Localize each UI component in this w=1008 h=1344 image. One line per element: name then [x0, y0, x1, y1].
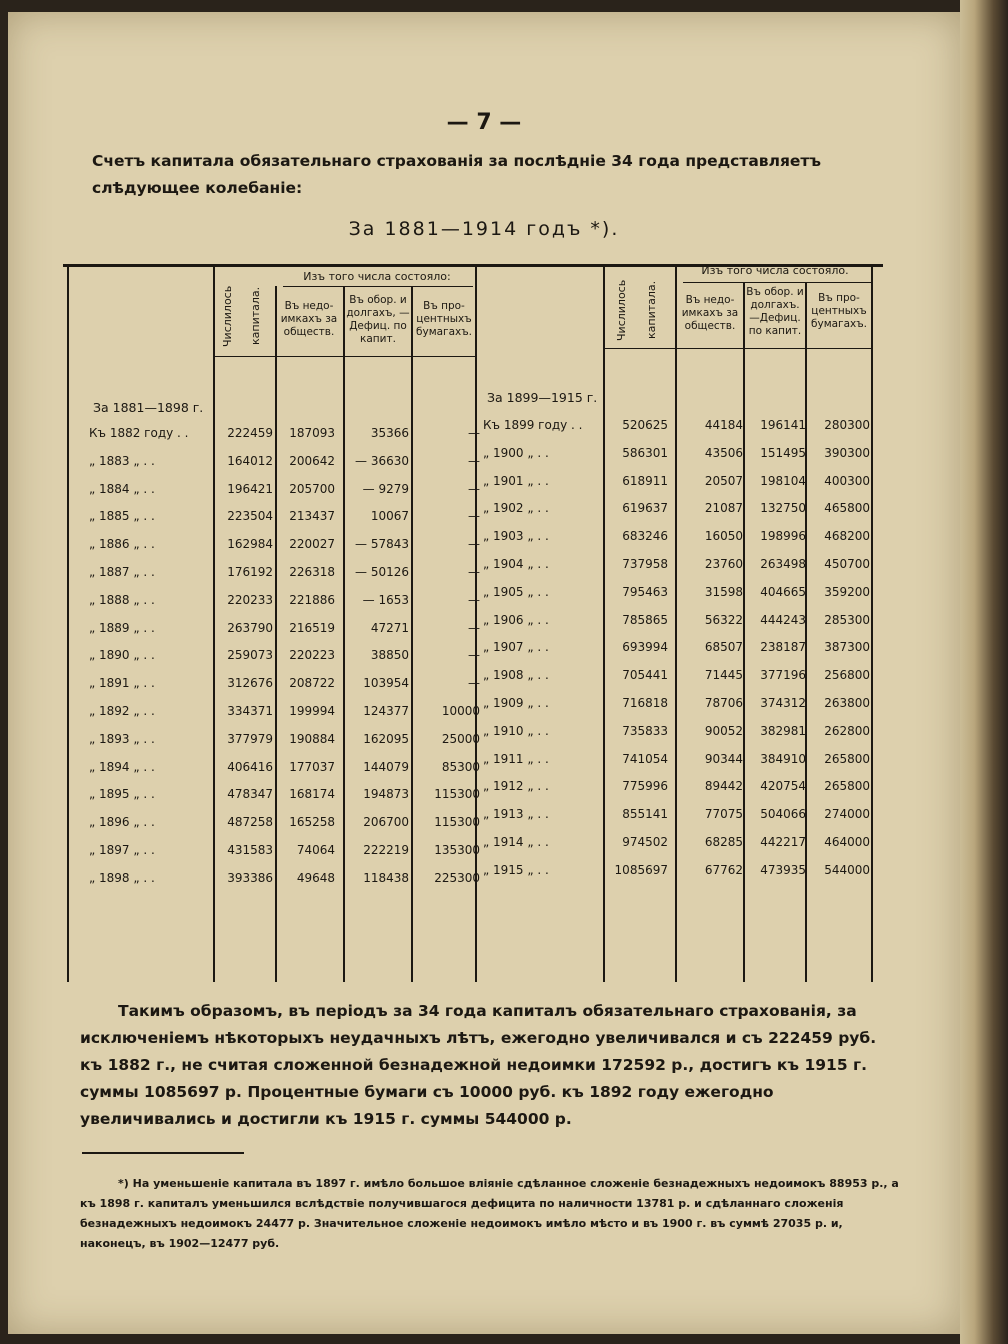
- left-numbered-cell: 263790: [227, 620, 273, 635]
- right-securities-cell: 256800: [824, 668, 870, 683]
- page-number: — 7 —: [446, 110, 522, 135]
- capital-table: [63, 264, 883, 982]
- right-securities-cell: 400300: [824, 473, 870, 488]
- right-numbered-cell: 705441: [622, 668, 668, 683]
- right-securities-cell: 285300: [824, 612, 870, 627]
- document-page: [8, 12, 960, 1334]
- footnote-rule: [82, 1152, 244, 1154]
- table-title: За 1881—1914 годъ *).: [348, 218, 620, 240]
- left-year-cell: „ 1893 „ . .: [89, 731, 155, 746]
- right-section-label: За 1899—1915 г.: [487, 390, 598, 405]
- left-securities-cell: 25000: [441, 731, 480, 746]
- right-securities-cell: 465800: [824, 501, 870, 516]
- left-arrears-cell: 221886: [289, 592, 335, 607]
- left-numbered-cell: 220233: [227, 592, 273, 607]
- right-numbered-cell: 735833: [622, 723, 668, 738]
- right-loans-cell: 374312: [760, 696, 806, 710]
- right-numbered-cell: 775996: [622, 779, 668, 794]
- right-loans-cell: 473935: [760, 862, 806, 877]
- group-header-right: Изъ того числа состояло.: [701, 264, 849, 277]
- left-loans-cell: 38850: [370, 648, 409, 663]
- left-numbered-cell: 176192: [227, 565, 273, 579]
- left-loans-cell: 194873: [363, 787, 409, 802]
- left-arrears-cell: 220027: [289, 537, 335, 552]
- right-loans-cell: 238187: [760, 640, 806, 655]
- left-numbered-cell: 164012: [227, 453, 273, 468]
- right-securities-cell: 359200: [824, 584, 870, 599]
- left-loans-cell: — 57843: [355, 537, 409, 552]
- right-loans-cell: 377196: [760, 668, 806, 683]
- table-row: [63, 862, 883, 899]
- right-securities-cell: 265800: [824, 751, 870, 766]
- right-year-cell: „ 1911 „ . .: [483, 751, 549, 766]
- left-loans-cell: 206700: [363, 815, 409, 830]
- left-securities-cell: 135300: [434, 843, 480, 857]
- right-arrears-cell: 21087: [704, 501, 743, 516]
- left-arrears-cell: 216519: [289, 620, 335, 635]
- right-securities-cell: 390300: [824, 445, 870, 460]
- left-arrears-cell: 49648: [296, 870, 335, 885]
- header-bottom-rule-right: [603, 348, 873, 349]
- left-securities-cell: —: [468, 537, 480, 552]
- right-year-cell: „ 1901 „ . .: [483, 473, 549, 488]
- right-arrears-cell: 78706: [704, 696, 743, 710]
- left-arrears-cell: 213437: [289, 509, 335, 524]
- left-arrears-cell: 199994: [289, 704, 335, 718]
- right-securities-cell: 262800: [824, 723, 870, 738]
- right-loans-cell: 504066: [760, 807, 806, 822]
- left-numbered-cell: 222459: [227, 426, 273, 440]
- right-numbered-cell: 795463: [622, 584, 668, 599]
- left-loans-cell: 35366: [370, 426, 409, 440]
- right-loans-cell: 196141: [760, 418, 806, 432]
- right-numbered-cell: 737958: [622, 557, 668, 571]
- left-numbered-cell: 377979: [227, 731, 273, 746]
- left-loans-cell: — 50126: [355, 565, 409, 579]
- right-arrears-cell: 90344: [704, 751, 743, 766]
- left-year-cell: „ 1892 „ . .: [89, 704, 155, 718]
- right-year-cell: „ 1904 „ . .: [483, 557, 549, 571]
- right-year-cell: „ 1902 „ . .: [483, 501, 549, 516]
- right-arrears-cell: 71445: [704, 668, 743, 683]
- header-securities-right: Въ про-центныхъ бумагахъ.: [811, 292, 867, 330]
- right-numbered-cell: 683246: [622, 529, 668, 544]
- left-securities-cell: —: [468, 509, 480, 524]
- right-year-cell: „ 1913 „ . .: [483, 807, 549, 822]
- right-arrears-cell: 44184: [704, 418, 743, 432]
- right-numbered-cell: 855141: [622, 807, 668, 822]
- left-year-cell: „ 1883 „ . .: [89, 453, 155, 468]
- right-securities-cell: 464000: [824, 835, 870, 849]
- left-numbered-cell: 259073: [227, 648, 273, 663]
- right-loans-cell: 263498: [760, 557, 806, 571]
- header-loans-left: Въ обор. и долгахъ, —Дефиц. по капит.: [346, 294, 410, 345]
- left-year-cell: „ 1888 „ . .: [89, 592, 155, 607]
- right-loans-cell: 132750: [760, 501, 806, 516]
- left-section-label: За 1881—1898 г.: [93, 400, 204, 415]
- right-securities-cell: 265800: [824, 779, 870, 794]
- right-arrears-cell: 68285: [704, 835, 743, 849]
- left-securities-cell: —: [468, 453, 480, 468]
- right-year-cell: „ 1909 „ . .: [483, 696, 549, 710]
- right-securities-cell: 544000: [824, 862, 870, 877]
- left-loans-cell: 118438: [363, 870, 409, 885]
- left-arrears-cell: 168174: [289, 787, 335, 802]
- left-arrears-cell: 177037: [289, 759, 335, 774]
- left-year-cell: „ 1889 „ . .: [89, 620, 155, 635]
- header-securities-left: Въ про-центныхъ бумагахъ.: [416, 300, 472, 338]
- left-year-cell: „ 1884 „ . .: [89, 481, 155, 496]
- left-loans-cell: 144079: [363, 759, 409, 774]
- left-loans-cell: 124377: [363, 704, 409, 718]
- left-year-cell: Къ 1882 году . .: [89, 426, 189, 440]
- left-loans-cell: 47271: [370, 620, 409, 635]
- right-securities-cell: 450700: [824, 557, 870, 571]
- right-securities-cell: 263800: [824, 696, 870, 710]
- right-numbered-cell: 618911: [622, 473, 668, 488]
- summary-text: Такимъ образомъ, въ періодъ за 34 года капиталъ обязательнаго страхованія, за исключеніемъ нѣкоторыхъ неудачныхъ лѣтъ, ежегодно увеличивался и съ 222459 руб. къ 1882 г., не считая сложенной безнадежной недоимки 172592 р., достигъ къ 1915 г. суммы 1085697 р. Процентные бумаги съ 10000 руб. къ 1892 году ежегодно увеличивались и достигли къ 1915 г. суммы 544000 р.: [80, 1002, 877, 1128]
- right-numbered-cell: 974502: [622, 835, 668, 849]
- left-numbered-cell: 393386: [227, 870, 273, 885]
- left-securities-cell: 10000: [441, 704, 480, 718]
- left-numbered-cell: 312676: [227, 676, 273, 691]
- group-header-left: Изъ того числа состояло:: [303, 270, 451, 283]
- left-numbered-cell: 196421: [227, 481, 273, 496]
- right-arrears-cell: 20507: [704, 473, 743, 488]
- right-securities-cell: 280300: [824, 418, 870, 432]
- right-loans-cell: 442217: [760, 835, 806, 849]
- left-arrears-cell: 74064: [296, 843, 335, 857]
- header-numbered-right: Числилось: [615, 279, 628, 341]
- left-securities-cell: —: [468, 676, 480, 691]
- left-year-cell: „ 1898 „ . .: [89, 870, 155, 885]
- right-arrears-cell: 90052: [704, 723, 743, 738]
- right-year-cell: „ 1912 „ . .: [483, 779, 549, 794]
- right-year-cell: „ 1906 „ . .: [483, 612, 549, 627]
- left-year-cell: „ 1887 „ . .: [89, 565, 155, 579]
- right-numbered-cell: 1085697: [614, 862, 668, 877]
- left-securities-cell: —: [468, 648, 480, 663]
- group-rule-left: [283, 286, 473, 287]
- header-capital-right: капитала.: [645, 280, 658, 340]
- left-year-cell: „ 1891 „ . .: [89, 676, 155, 691]
- left-arrears-cell: 226318: [289, 565, 335, 579]
- right-arrears-cell: 31598: [704, 584, 743, 599]
- left-securities-cell: —: [468, 481, 480, 496]
- summary-paragraph: [80, 998, 900, 1133]
- right-securities-cell: 274000: [824, 807, 870, 822]
- group-rule-right: [683, 282, 873, 283]
- book-spine-edge: [960, 0, 1008, 1344]
- right-year-cell: „ 1914 „ . .: [483, 835, 549, 849]
- left-numbered-cell: 406416: [227, 759, 273, 774]
- right-loans-cell: 198104: [760, 473, 806, 488]
- right-numbered-cell: 520625: [622, 418, 668, 432]
- right-year-cell: Къ 1899 году . .: [483, 418, 583, 432]
- right-arrears-cell: 67762: [704, 862, 743, 877]
- left-arrears-cell: 165258: [289, 815, 335, 830]
- right-year-cell: „ 1905 „ . .: [483, 584, 549, 599]
- left-securities-cell: —: [468, 592, 480, 607]
- right-securities-cell: 387300: [824, 640, 870, 655]
- left-loans-cell: 10067: [370, 509, 409, 524]
- header-capital: капитала.: [249, 286, 262, 346]
- left-loans-cell: — 36630: [355, 453, 409, 468]
- left-arrears-cell: 187093: [289, 426, 335, 440]
- left-numbered-cell: 478347: [227, 787, 273, 802]
- left-securities-cell: 115300: [434, 787, 480, 802]
- right-loans-cell: 420754: [760, 779, 806, 794]
- right-arrears-cell: 43506: [704, 445, 743, 460]
- left-arrears-cell: 208722: [289, 676, 335, 691]
- left-year-cell: „ 1894 „ . .: [89, 759, 155, 774]
- right-numbered-cell: 586301: [622, 445, 668, 460]
- left-numbered-cell: 223504: [227, 509, 273, 524]
- right-numbered-cell: 619637: [622, 501, 668, 516]
- right-loans-cell: 404665: [760, 584, 806, 599]
- left-year-cell: „ 1897 „ . .: [89, 843, 155, 857]
- left-loans-cell: 103954: [363, 676, 409, 691]
- right-arrears-cell: 89442: [704, 779, 743, 794]
- right-loans-cell: 198996: [760, 529, 806, 544]
- right-loans-cell: 384910: [760, 751, 806, 766]
- right-year-cell: „ 1915 „ . .: [483, 862, 549, 877]
- right-loans-cell: 382981: [760, 723, 806, 738]
- left-arrears-cell: 205700: [289, 481, 335, 496]
- intro-paragraph: Счетъ капитала обязательнаго страхованія за послѣдніе 34 года представляетъ слѣдующее колебаніе:: [92, 152, 822, 197]
- left-arrears-cell: 220223: [289, 648, 335, 663]
- right-arrears-cell: 56322: [704, 612, 743, 627]
- right-numbered-cell: 716818: [622, 696, 668, 710]
- left-numbered-cell: 162984: [227, 537, 273, 552]
- left-arrears-cell: 200642: [289, 453, 335, 468]
- left-year-cell: „ 1895 „ . .: [89, 787, 155, 802]
- left-numbered-cell: 334371: [227, 704, 273, 718]
- right-year-cell: „ 1907 „ . .: [483, 640, 549, 655]
- left-securities-cell: —: [468, 620, 480, 635]
- left-year-cell: „ 1890 „ . .: [89, 648, 155, 663]
- header-loans-right: Въ обор. и долгахъ. —Дефиц. по капит.: [746, 286, 804, 337]
- left-year-cell: „ 1886 „ . .: [89, 537, 155, 552]
- right-year-cell: „ 1900 „ . .: [483, 445, 549, 460]
- right-arrears-cell: 77075: [704, 807, 743, 822]
- left-arrears-cell: 190884: [289, 731, 335, 746]
- left-loans-cell: — 1653: [362, 592, 409, 607]
- header-arrears-left: Въ недо-имкахъ за обществ.: [280, 300, 338, 338]
- left-loans-cell: 162095: [363, 731, 409, 746]
- left-loans-cell: 222219: [363, 843, 409, 857]
- right-numbered-cell: 785865: [622, 612, 668, 627]
- right-arrears-cell: 16050: [704, 529, 743, 544]
- left-year-cell: „ 1885 „ . .: [89, 509, 155, 524]
- right-securities-cell: 468200: [824, 529, 870, 544]
- right-numbered-cell: 741054: [622, 751, 668, 766]
- left-securities-cell: 115300: [434, 815, 480, 830]
- left-numbered-cell: 431583: [227, 843, 273, 857]
- left-securities-cell: —: [468, 565, 480, 579]
- header-arrears-right: Въ недо-имкахъ за обществ.: [681, 294, 739, 332]
- right-numbered-cell: 693994: [622, 640, 668, 655]
- right-loans-cell: 151495: [760, 445, 806, 460]
- right-arrears-cell: 68507: [704, 640, 743, 655]
- left-securities-cell: 85300: [441, 759, 480, 774]
- footnote-text: *) На уменьшеніе капитала въ 1897 г. имѣло большое вліяніе сдѣланное сложеніе безнадежныхъ недоимокъ 88953 р., а къ 1898 г. капиталъ уменьшился вслѣдствіе получившагося дефицита по наличности 13781 р. и сдѣланнаго сложенія безнадежныхъ недоимокъ 24477 р. Значительное сложеніе недоимокъ имѣло мѣсто и въ 1900 г. въ суммѣ 27035 р. и, наконецъ, въ 1902—12477 руб.: [80, 1177, 899, 1250]
- right-year-cell: „ 1910 „ . .: [483, 723, 549, 738]
- footnote: [80, 1174, 900, 1254]
- right-arrears-cell: 23760: [704, 557, 743, 571]
- header-numbered: Числилось: [221, 285, 234, 347]
- right-year-cell: „ 1908 „ . .: [483, 668, 549, 683]
- left-securities-cell: 225300: [434, 870, 480, 885]
- left-numbered-cell: 487258: [227, 815, 273, 830]
- right-loans-cell: 444243: [760, 612, 806, 627]
- left-securities-cell: —: [468, 426, 480, 440]
- left-loans-cell: — 9279: [362, 481, 409, 496]
- right-year-cell: „ 1903 „ . .: [483, 529, 549, 544]
- left-year-cell: „ 1896 „ . .: [89, 815, 155, 830]
